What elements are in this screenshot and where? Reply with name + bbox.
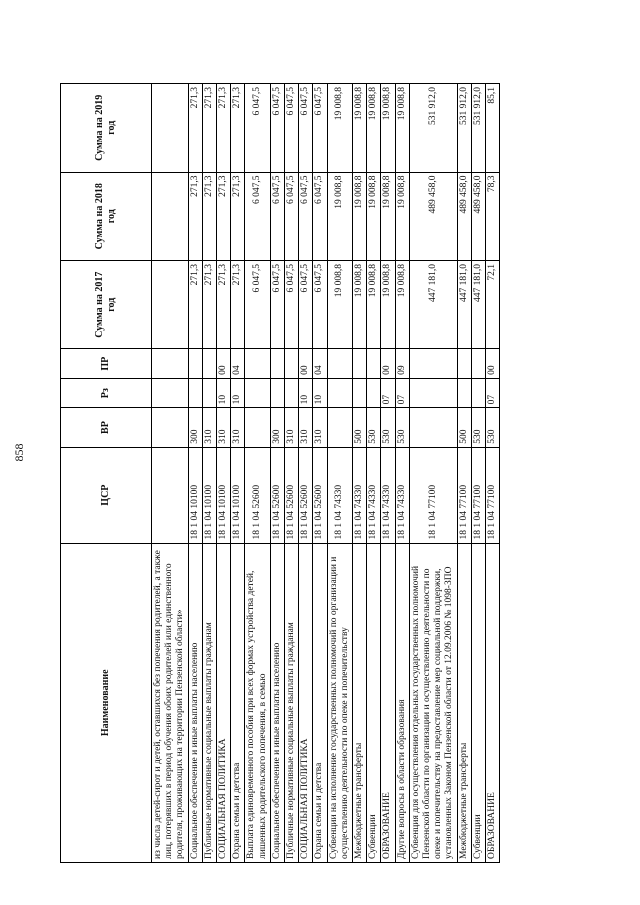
cell-name: ОБРАЗОВАНИЕ <box>381 543 395 862</box>
cell-2017: 6 047,5 <box>299 260 313 348</box>
cell-pr: 00 <box>486 349 500 378</box>
cell-vr <box>409 408 457 447</box>
cell-vr: 310 <box>202 408 216 447</box>
cell-csr: 18 1 04 52600 <box>245 447 270 543</box>
cell-2018: 19 008,8 <box>395 172 409 260</box>
cell-rz: 10 <box>299 378 313 407</box>
cell-vr <box>327 408 352 447</box>
cell-pr: 04 <box>313 349 327 378</box>
table-row <box>245 84 270 863</box>
cell-name: Публичные нормативные социальные выплаты гражданам <box>202 543 216 862</box>
header-2017: Сумма на 2017 год <box>61 260 152 348</box>
cell-vr: 300 <box>270 408 284 447</box>
table-row <box>486 84 500 863</box>
cell-2018: 19 008,8 <box>381 172 395 260</box>
cell-csr: 18 1 04 10100 <box>188 447 202 543</box>
cell-pr: 00 <box>381 349 395 378</box>
cell-name: Выплата единовременного пособия при всех формах устройства детей, лишенных родительского попечения, в семью <box>245 543 270 862</box>
table-row <box>231 84 245 863</box>
cell-2017: 72,1 <box>486 260 500 348</box>
cell-2017: 271,3 <box>231 260 245 348</box>
cell-2018: 271,3 <box>202 172 216 260</box>
cell-rz <box>327 378 352 407</box>
cell-2019: 6 047,5 <box>313 84 327 173</box>
header-name: Наименование <box>61 543 152 862</box>
cell-name: Субвенция для осуществления отдельных государственных полномочий Пензенской области по организации и осуществлению деятельности по опеке и попечительству на предоставление мер социальной поддержки, установленных Законом Пензенской области от 12.09.2006 № 1098-ЗПО <box>409 543 457 862</box>
cell-csr: 18 1 04 77100 <box>409 447 457 543</box>
cell-name: Охрана семьи и детства <box>231 543 245 862</box>
cell-pr: 09 <box>395 349 409 378</box>
cell-2018: 6 047,5 <box>313 172 327 260</box>
cell-2019: 531 912,0 <box>409 84 457 173</box>
cell-csr: 18 1 04 52600 <box>313 447 327 543</box>
table-row <box>285 84 299 863</box>
cell-2019: 6 047,5 <box>299 84 313 173</box>
cell-2018: 6 047,5 <box>270 172 284 260</box>
table-row <box>270 84 284 863</box>
cell-csr: 18 1 04 10100 <box>231 447 245 543</box>
table-row <box>471 84 485 863</box>
table-header-row <box>61 84 152 863</box>
cell-csr: 18 1 04 77100 <box>486 447 500 543</box>
table-row <box>217 84 231 863</box>
cell-rz <box>188 378 202 407</box>
cell-2018 <box>152 172 189 260</box>
page-number: 858 <box>12 443 26 462</box>
cell-rz: 10 <box>231 378 245 407</box>
cell-name: Другие вопросы в области образования <box>395 543 409 862</box>
cell-name: Публичные нормативные социальные выплаты гражданам <box>285 543 299 862</box>
cell-csr: 18 1 04 52600 <box>299 447 313 543</box>
cell-2019: 6 047,5 <box>285 84 299 173</box>
cell-csr: 18 1 04 77100 <box>457 447 471 543</box>
cell-2019: 6 047,5 <box>245 84 270 173</box>
cell-2017: 271,3 <box>188 260 202 348</box>
cell-name: Субвенции на исполнение государственных полномочий по организации и осуществлению деятельности по опеке и попечительству <box>327 543 352 862</box>
cell-2018: 19 008,8 <box>327 172 352 260</box>
cell-2018: 19 008,8 <box>367 172 381 260</box>
cell-vr: 310 <box>313 408 327 447</box>
cell-pr <box>353 349 367 378</box>
cell-2018: 271,3 <box>217 172 231 260</box>
cell-rz <box>152 378 189 407</box>
cell-2018: 271,3 <box>231 172 245 260</box>
cell-vr: 530 <box>381 408 395 447</box>
cell-name: Социальное обеспечение и иные выплаты населению <box>188 543 202 862</box>
cell-name: СОЦИАЛЬНАЯ ПОЛИТИКА <box>299 543 313 862</box>
cell-vr: 530 <box>471 408 485 447</box>
cell-2018: 19 008,8 <box>353 172 367 260</box>
table-row <box>367 84 381 863</box>
cell-2017: 6 047,5 <box>245 260 270 348</box>
cell-pr <box>270 349 284 378</box>
cell-csr: 18 1 04 77100 <box>471 447 485 543</box>
cell-pr <box>152 349 189 378</box>
budget-table <box>60 83 500 863</box>
cell-pr <box>202 349 216 378</box>
cell-vr <box>152 408 189 447</box>
cell-2017: 19 008,8 <box>367 260 381 348</box>
cell-rz <box>285 378 299 407</box>
cell-2017: 19 008,8 <box>353 260 367 348</box>
cell-name: Охрана семьи и детства <box>313 543 327 862</box>
cell-csr: 18 1 04 74330 <box>327 447 352 543</box>
cell-rz: 07 <box>486 378 500 407</box>
cell-2018: 271,3 <box>188 172 202 260</box>
table-row <box>457 84 471 863</box>
cell-rz <box>245 378 270 407</box>
cell-pr <box>285 349 299 378</box>
cell-csr <box>152 447 189 543</box>
table-row <box>409 84 457 863</box>
cell-2017: 19 008,8 <box>381 260 395 348</box>
cell-2019: 271,3 <box>231 84 245 173</box>
header-vr: ВР <box>61 408 152 447</box>
cell-vr: 300 <box>188 408 202 447</box>
cell-2017: 6 047,5 <box>270 260 284 348</box>
table-row <box>299 84 313 863</box>
cell-2017: 271,3 <box>202 260 216 348</box>
cell-csr: 18 1 04 74330 <box>367 447 381 543</box>
table-row <box>152 84 189 863</box>
table-row <box>395 84 409 863</box>
cell-vr: 310 <box>299 408 313 447</box>
header-pr: ПР <box>61 349 152 378</box>
cell-2019: 531 912,0 <box>471 84 485 173</box>
cell-2019 <box>152 84 189 173</box>
cell-pr: 00 <box>299 349 313 378</box>
cell-pr <box>188 349 202 378</box>
cell-2018: 489 458,0 <box>409 172 457 260</box>
header-csr: ЦСР <box>61 447 152 543</box>
cell-csr: 18 1 04 74330 <box>381 447 395 543</box>
cell-rz <box>457 378 471 407</box>
cell-pr <box>367 349 381 378</box>
cell-2017: 271,3 <box>217 260 231 348</box>
cell-2018: 78,3 <box>486 172 500 260</box>
cell-csr: 18 1 04 74330 <box>353 447 367 543</box>
cell-csr: 18 1 04 10100 <box>202 447 216 543</box>
cell-2019: 19 008,8 <box>353 84 367 173</box>
cell-2019: 531 912,0 <box>457 84 471 173</box>
cell-2019: 19 008,8 <box>367 84 381 173</box>
table-row <box>313 84 327 863</box>
cell-2018: 489 458,0 <box>471 172 485 260</box>
header-rz: Рз <box>61 378 152 407</box>
cell-name: Межбюджетные трансферты <box>353 543 367 862</box>
cell-2018: 489 458,0 <box>457 172 471 260</box>
cell-rz: 10 <box>313 378 327 407</box>
cell-vr: 310 <box>217 408 231 447</box>
cell-rz <box>471 378 485 407</box>
cell-vr: 500 <box>457 408 471 447</box>
cell-2019: 19 008,8 <box>395 84 409 173</box>
cell-2017 <box>152 260 189 348</box>
cell-rz: 10 <box>217 378 231 407</box>
cell-name: Субвенции <box>471 543 485 862</box>
table-row <box>202 84 216 863</box>
cell-name: ОБРАЗОВАНИЕ <box>486 543 500 862</box>
cell-2019: 271,3 <box>202 84 216 173</box>
cell-csr: 18 1 04 52600 <box>285 447 299 543</box>
header-2018: Сумма на 2018 год <box>61 172 152 260</box>
cell-2017: 19 008,8 <box>327 260 352 348</box>
cell-vr: 310 <box>231 408 245 447</box>
cell-csr: 18 1 04 10100 <box>217 447 231 543</box>
cell-rz <box>409 378 457 407</box>
cell-pr <box>245 349 270 378</box>
cell-name: Субвенции <box>367 543 381 862</box>
cell-2019: 271,3 <box>188 84 202 173</box>
table-body <box>152 84 500 863</box>
cell-rz <box>270 378 284 407</box>
cell-name: из числа детей-сирот и детей, оставшихся без попечения родителей, а также лиц, потерявших в период обучения обоих родителей или единственного родителя, проживающих на территории Пензенской области» <box>152 543 189 862</box>
cell-rz <box>367 378 381 407</box>
cell-2017: 6 047,5 <box>313 260 327 348</box>
cell-2018: 6 047,5 <box>285 172 299 260</box>
cell-2017: 19 008,8 <box>395 260 409 348</box>
cell-name: Межбюджетные трансферты <box>457 543 471 862</box>
cell-pr: 04 <box>231 349 245 378</box>
cell-pr <box>327 349 352 378</box>
cell-2019: 271,3 <box>217 84 231 173</box>
cell-csr: 18 1 04 52600 <box>270 447 284 543</box>
cell-csr: 18 1 04 74330 <box>395 447 409 543</box>
cell-2019: 6 047,5 <box>270 84 284 173</box>
cell-rz <box>353 378 367 407</box>
cell-rz <box>202 378 216 407</box>
cell-2017: 447 181,0 <box>457 260 471 348</box>
cell-pr <box>471 349 485 378</box>
cell-pr: 00 <box>217 349 231 378</box>
cell-vr: 530 <box>395 408 409 447</box>
cell-vr: 530 <box>367 408 381 447</box>
table-row <box>353 84 367 863</box>
header-2019: Сумма на 2019 год <box>61 84 152 173</box>
cell-rz: 07 <box>381 378 395 407</box>
table-row <box>381 84 395 863</box>
table-row <box>188 84 202 863</box>
cell-vr: 310 <box>285 408 299 447</box>
cell-name: Социальное обеспечение и иные выплаты населению <box>270 543 284 862</box>
cell-name: СОЦИАЛЬНАЯ ПОЛИТИКА <box>217 543 231 862</box>
cell-2018: 6 047,5 <box>299 172 313 260</box>
cell-rz: 07 <box>395 378 409 407</box>
table-row <box>327 84 352 863</box>
cell-vr <box>245 408 270 447</box>
cell-pr <box>457 349 471 378</box>
cell-2017: 447 181,0 <box>471 260 485 348</box>
cell-vr: 500 <box>353 408 367 447</box>
cell-pr <box>409 349 457 378</box>
cell-2017: 447 181,0 <box>409 260 457 348</box>
cell-2019: 19 008,8 <box>327 84 352 173</box>
cell-vr: 530 <box>486 408 500 447</box>
cell-2019: 19 008,8 <box>381 84 395 173</box>
cell-2017: 6 047,5 <box>285 260 299 348</box>
cell-2019: 85,1 <box>486 84 500 173</box>
cell-2018: 6 047,5 <box>245 172 270 260</box>
